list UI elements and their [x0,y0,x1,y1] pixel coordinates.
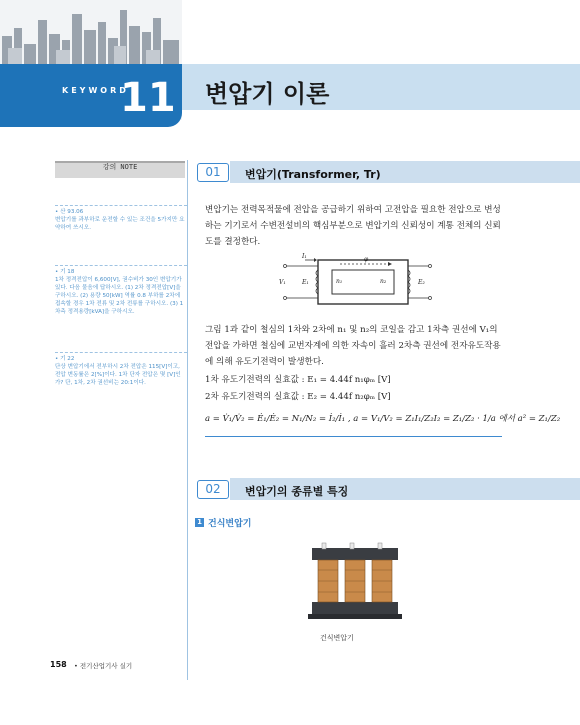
subsection-title: 건식변압기 [208,519,252,529]
label-e1: E₁ [302,279,309,286]
primary-emf-equation: 1차 유도기전력의 실효값 : E₁ = 4.44f n₁φₘ [V] [205,375,391,385]
label-phi: φ [364,256,369,263]
label-n2: n₂ [380,278,387,285]
page-number: 158 [50,660,67,669]
dry-transformer-photo [300,540,410,625]
sidebar-note [55,205,187,232]
label-n1: n₁ [336,278,343,285]
sidebar-note [55,265,187,316]
image-caption: 건식변압기 [320,634,354,642]
note-tag: • 기 18 [55,269,75,275]
label-i1: I₁ [302,253,307,260]
sidebar-note [55,352,187,387]
book-title: • 전기산업기사 실기 [74,662,133,670]
keyword-number: 11 [120,75,176,121]
secondary-emf-equation: 2차 유도기전력의 실효값 : E₂ = 4.44f n₂φₘ [V] [205,392,391,402]
note-title: 강의 NOTE [102,163,138,171]
page-title: 변압기 이론 [205,80,330,108]
note-text: 변압기를 과부하로 운전할 수 있는 조건을 5가지만 요약하여 쓰시오. [55,217,185,231]
transformer-diagram [280,252,440,314]
ratio-formula: a = V̇₁/V̇₂ = Ė₁/Ė₂ = N₁/N₂ = İ₂/İ₁ , a = V₁/V₂ = Z₁I₁/Z₂I₂ = Z₁/Z₂ · 1/a 에서 a² = Z₁/Z₂ [205,414,561,424]
note-text: 단상 변압기에서 전부하시 2차 전압은 115[V]이고, 전압 변동률은 2[%]이다. 1차 단자 전압은 몇 [V]인가? 단, 1차, 2차 권선비는 20:1이다. [55,364,181,386]
note-text: 1차 정격전압이 6,600[V], 권수비가 30인 변압기가 있다. 다음 물음에 답하시오. (1) 2차 정격전압[V]을 구하시오. (2) 용량 50[kW] 역률 0.8 부하를 2차에 접속할 경우 1차 전류 및 2차 전류를 구하시오. (3) 1차측 정격용량[kVA]을 구하시오. [55,277,184,315]
keyword-label: KEYWORD [62,86,129,95]
section-1-paragraph-2: 그림 1과 같이 철심의 1차와 2차에 n₁ 및 n₂의 코일을 감고 1차측 권선에 V₁의 전압을 가하면 철심에 교번자계에 의한 자속이 흘러 2차측 권선에 전자유도작용에 의해 유도기전력이 발생한다. [205,325,501,367]
subsection-marker: 1 [195,518,204,527]
sidebar-divider [187,160,188,680]
note-tag: • 산 93.06 [55,209,84,215]
section-2-number: 02 [197,480,229,499]
label-e2: E₂ [418,279,425,286]
section-2-title: 변압기의 종류별 특징 [245,485,349,498]
label-v1: V₁ [279,279,286,286]
section-1-number: 01 [197,163,229,182]
note-tag: • 기 22 [55,356,75,362]
section-1-title: 변압기(Transformer, Tr) [245,168,381,181]
section-1-paragraph-1: 변압기는 전력목적물에 전압을 공급하기 위하여 고전압을 필요한 전압으로 변성하는 기기로서 수변전설비의 핵심부분으로 변압기의 신뢰성이 계통 전체의 신뢰도를 결정한다. [205,205,501,247]
